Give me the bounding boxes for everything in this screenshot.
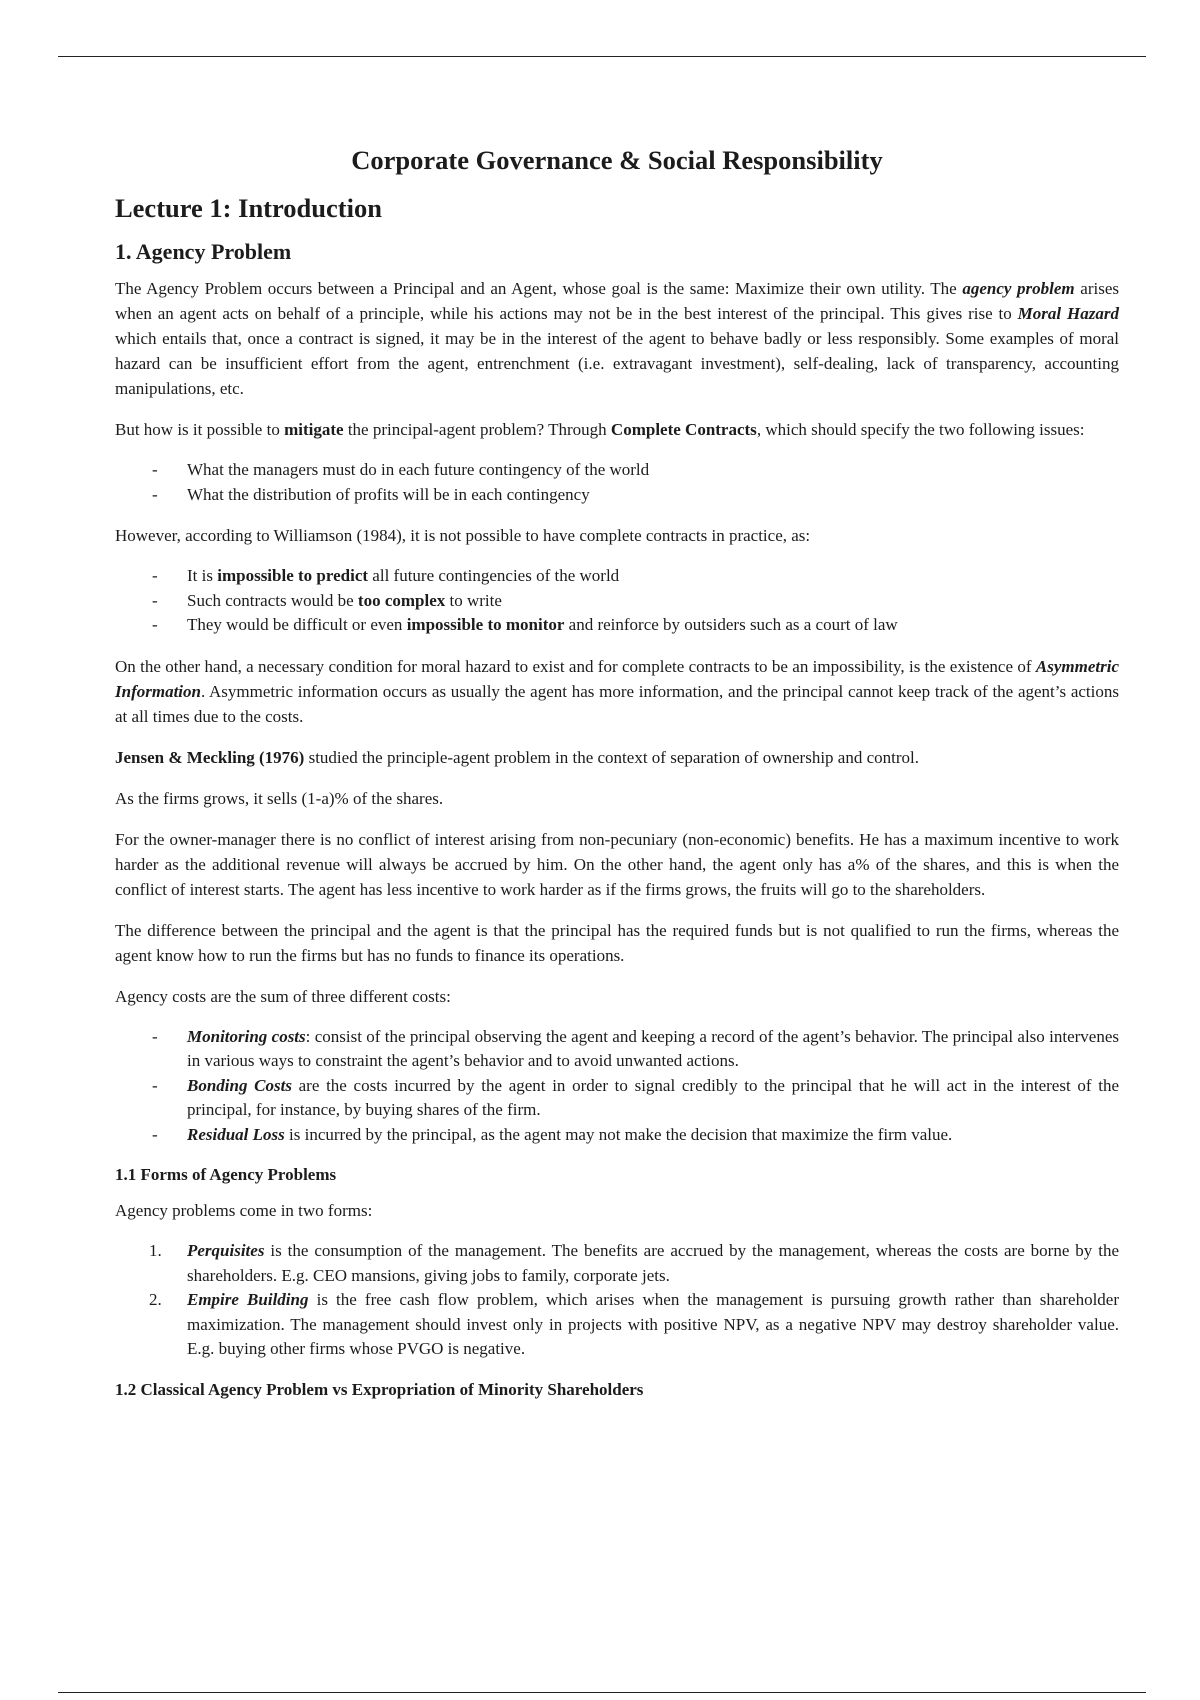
term-asymmetric-information: Asymmetric Information	[115, 656, 1119, 701]
list-item: - They would be difficult or even impossible to monitor and reinforce by outsiders such as a court of law	[152, 615, 898, 635]
paragraph-firm-growth: As the firms grows, it sells (1-a)% of the shares.	[115, 788, 444, 808]
list-item: - Monitoring costs: consist of the principal observing the agent and keeping a record of the agent’s behavior. The principal also intervenes in various ways to constraint the agent’s behavior and to avoid unwanted actions.	[152, 1026, 1119, 1071]
subsection-heading-forms: 1.1 Forms of Agency Problems	[115, 1165, 337, 1185]
list-item: - It is impossible to predict all future contingencies of the world	[152, 566, 620, 586]
subsection-heading-classical: 1.2 Classical Agency Problem vs Expropriation of Minority Shareholders	[115, 1379, 644, 1399]
list-item: 2. Empire Building is the free cash flow problem, which arises when the management is pursuing growth rather than shareholder maximization. The management should invest only in projects with positive NPV, as a negative NPV may destroy shareholder value. E.g. buying other firms whose PVGO is negative.	[149, 1290, 1120, 1359]
paragraph-asymmetric-information: On the other hand, a necessary condition for moral hazard to exist and for complete contracts to be an impossibility, is the existence of Asymmetric Information. Asymmetric information occurs as usually the agent has more information, and the principal cannot keep track of the agent’s actions at all times due to the costs.	[115, 656, 1119, 726]
list-item: - What the managers must do in each future contingency of the world	[152, 460, 650, 480]
section-heading-agency-problem: 1. Agency Problem	[115, 238, 292, 264]
list-contract-issues	[115, 458, 1119, 507]
paragraph-principal-vs-agent: The difference between the principal and the agent is that the principal has the required funds but is not qualified to run the firms, whereas the agent know how to run the firms but has no funds to finance its operations.	[115, 920, 1119, 965]
paragraph-agency-costs-intro: Agency costs are the sum of three different costs:	[115, 986, 451, 1006]
document-title: Corporate Governance & Social Responsibility	[351, 145, 883, 175]
list-item: - Residual Loss is incurred by the principal, as the agent may not make the decision that maximize the firm value.	[152, 1124, 953, 1144]
paragraph-jensen-meckling: Jensen & Meckling (1976) studied the principle-agent problem in the context of separation of ownership and control.	[115, 747, 919, 767]
list-item: - Such contracts would be too complex to write	[152, 590, 502, 610]
paragraph-owner-manager: For the owner-manager there is no conflict of interest arising from non-pecuniary (non-economic) benefits. He has a maximum incentive to work harder as the additional revenue will always be accrued by him. On the other hand, the agent only has a% of the shares, and this is when the conflict of interest starts. The agent has less incentive to work harder as if the firms grows, the fruits will go to the shareholders.	[115, 829, 1119, 899]
term-complete-contracts: Complete Contracts	[610, 420, 757, 440]
term-mitigate: mitigate	[284, 420, 344, 440]
list-item: - What the distribution of profits will be in each contingency	[152, 484, 590, 504]
paragraph-williamson: However, according to Williamson (1984), it is not possible to have complete contracts in practice, as:	[115, 526, 811, 546]
term-agency-problem: agency problem	[962, 279, 1075, 299]
lecture-heading: Lecture 1: Introduction	[115, 193, 382, 224]
paragraph-mitigation: But how is it possible to mitigate the principal-agent problem? Through Complete Contracts, which should specify the two following issues:	[115, 420, 1085, 440]
top-rule	[58, 56, 1146, 57]
paragraph-agency-definition: The Agency Problem occurs between a Principal and an Agent, whose goal is the same: Maximize their own utility. The agency problem arises when an agent acts on behalf of a principle, while his actions may not be in the best interest of the principal. This gives rise to Moral Hazard which entails that, once a contract is signed, it may be in the interest of the agent to behave badly or less responsibly. Some examples of moral hazard can be insufficient effort from the agent, entrenchment (i.e. extravagant investment), self-dealing, lack of transparency, accounting manipulations, etc.	[115, 279, 1119, 399]
document-page	[115, 138, 1119, 1412]
term-moral-hazard: Moral Hazard	[1017, 304, 1119, 324]
list-williamson-reasons	[115, 564, 1119, 638]
list-item: 1. Perquisites is the consumption of the management. The benefits are accrued by the management, whereas the costs are borne by the shareholders. E.g. CEO mansions, giving jobs to family, corporate jets.	[149, 1241, 1119, 1285]
list-agency-forms	[115, 1239, 1119, 1362]
list-agency-costs	[115, 1025, 1119, 1148]
paragraph-forms-intro: Agency problems come in two forms:	[115, 1201, 373, 1221]
bottom-rule	[58, 1692, 1146, 1693]
list-item: - Bonding Costs are the costs incurred by the agent in order to signal credibly to the principal that he will act in the interest of the principal, for instance, by buying shares of the firm.	[152, 1075, 1119, 1120]
